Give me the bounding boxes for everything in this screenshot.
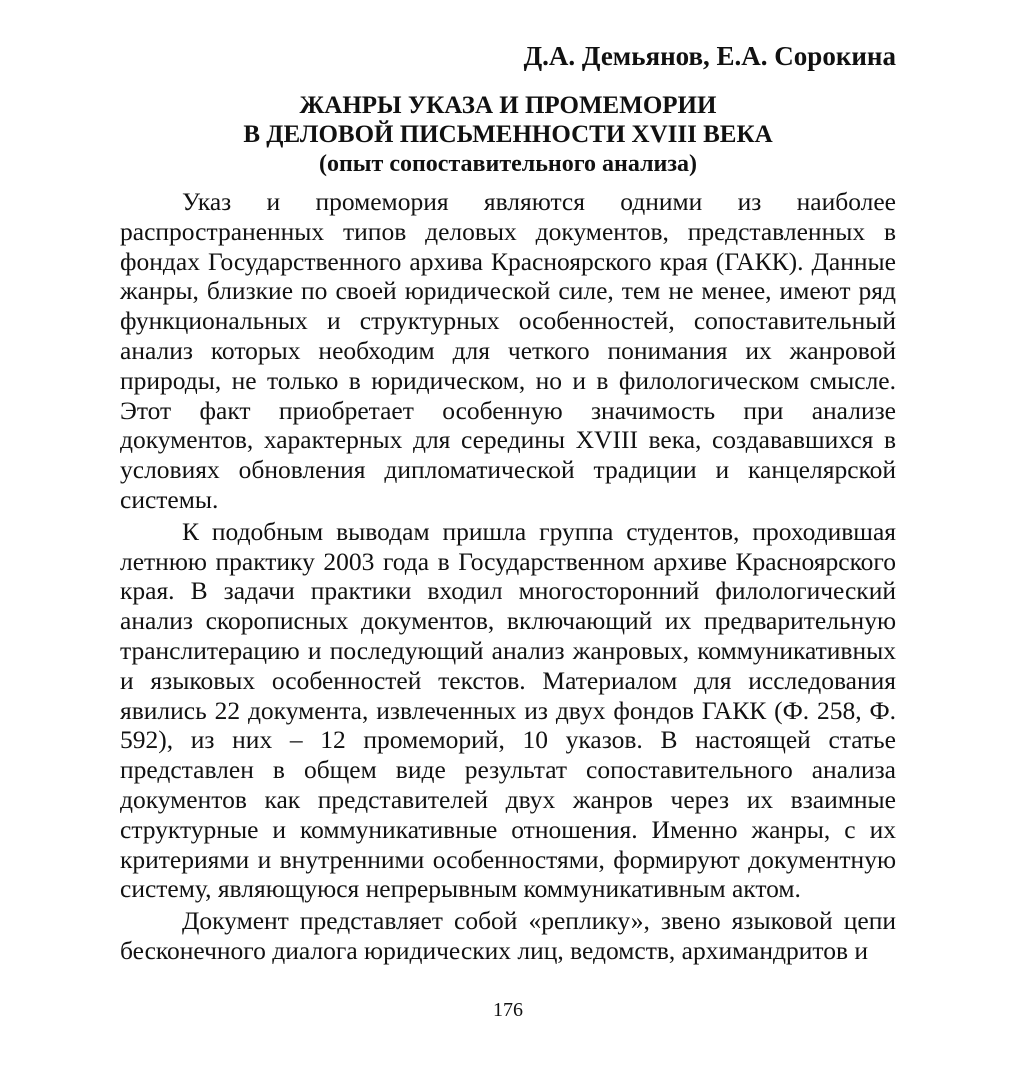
paragraph-2: К подобным выводам пришла группа студентов, проходившая летнюю практику 2003 года в Государственном архиве Красноярского края. В задачи практики входил многосторонний филологический анализ скорописных документов, включающий их предварительную транслитерацию и последующий анализ жанровых, коммуникативных и языковых особенностей текстов. Материалом для исследования явились 22 документа, извлеченных из двух фондов ГАКК (Ф. 258, Ф. 592), из них – 12 промеморий, 10 указов. В настоящей статье представлен в общем виде результат сопоставительного анализа документов как представителей двух жанров через их взаимные структурные и коммуникативные отношения. Именно жанры, с их критериями и внутренними особенностями, формируют документную систему, являющуюся непрерывным коммуникативным актом. [120,516,896,904]
paragraph-1: Указ и промемория являются одними из наиболее распространенных типов деловых документов, представленных в фондах Государственного архива Красноярского края (ГАКК). Данные жанры, близкие по своей юридической силе, тем не менее, имеют ряд функциональных и структурных особенностей, сопоставительный анализ которых необходим для четкого понимания их жанровой природы, не только в юридическом, но и в филологическом смысле. Этот факт приобретает особенную значимость при анализе документов, характерных для середины XVIII века, создававшихся в условиях обновления дипломатической традиции и канцелярской системы. [120,187,896,514]
article-title [120,91,896,179]
subtitle: (опыт сопоставительного анализа) [318,151,698,177]
paragraph-3: Документ представляет собой «реплику», звено языковой цепи бесконечного диалога юридических лиц, ведомств, архимандритов и [120,906,896,965]
title-line-1: ЖАНРЫ УКАЗА И ПРОМЕМОРИИ [299,92,717,119]
authors: Д.А. Демьянов, Е.А. Сорокина [523,41,896,71]
title-line-2: В ДЕЛОВОЙ ПИСЬМЕННОСТИ XVIII ВЕКА [243,121,773,148]
article-body [120,187,896,968]
page-number: 176 [493,999,523,1021]
